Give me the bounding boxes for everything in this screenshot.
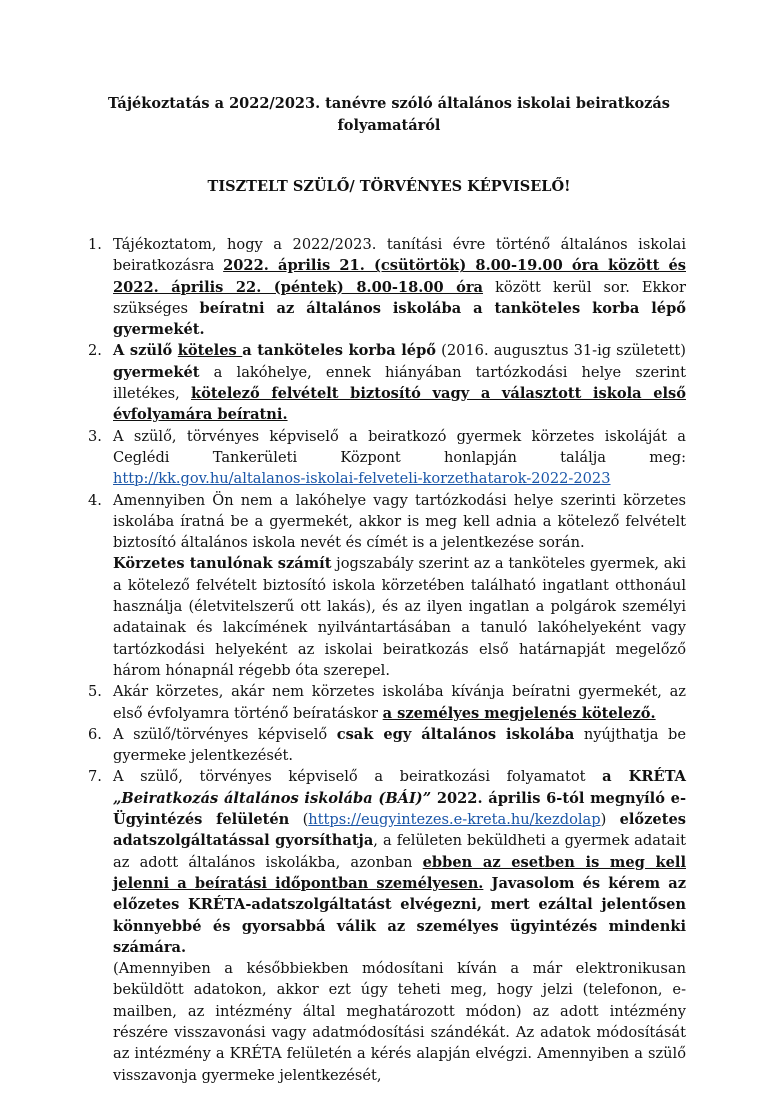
item-number: 5. <box>88 683 102 701</box>
item-number: 7. <box>88 768 102 786</box>
text-run: nyújthatja be gyermeke jelentkezését. <box>113 725 686 765</box>
underlined-bold-text: ebben az esetben is meg kell jelenni a beíratási időpontban személyesen. <box>113 853 686 892</box>
text-run: ( <box>289 811 309 829</box>
list-item-4 <box>88 490 686 682</box>
text-run: (2016. augusztus 31-ig született) <box>436 342 686 360</box>
bold-text: csak egy általános iskolába <box>336 725 575 743</box>
bold-text: 2022. április 6-tól megnyíló e-Ügyintézés felületén <box>113 789 686 829</box>
text-run: , a felületen beküldheti a gyermek adatait az adott általános iskolákba, azonban <box>113 832 686 871</box>
kreta-link[interactable]: https://eugyintezes.e-kreta.hu/kezdolap <box>308 811 601 829</box>
bold-text: előzetes adatszolgáltatással gyorsíthatja <box>113 811 686 850</box>
text-run: ) <box>600 811 620 829</box>
item-4-definition <box>113 553 686 681</box>
tankerulet-link[interactable]: http://kk.gov.hu/altalanos-iskolai-felveteli-korzethatarok-2022-2023 <box>113 470 611 488</box>
item-3-text <box>113 426 686 490</box>
item-number: 4. <box>88 491 102 509</box>
bold-text: beíratni az általános iskolába a tanköteles korba lépő gyermekét. <box>113 299 687 339</box>
item-number: 3. <box>88 427 102 445</box>
item-2-text <box>113 340 686 425</box>
list-item-5 <box>88 681 686 724</box>
list-item-2 <box>88 340 687 425</box>
list-item-6 <box>88 724 686 767</box>
list-item-7 <box>88 766 686 1085</box>
list-item-3 <box>88 426 686 490</box>
text-run: Tájékoztatom, hogy a 2022/2023. tanítási évre történő általános iskolai beiratkozásra <box>113 236 686 275</box>
item-number: 1. <box>88 236 102 253</box>
bold-text: a tanköteles korba lépő <box>242 342 437 360</box>
underlined-bold-text: köteles <box>177 342 243 360</box>
bold-text: gyermekét <box>113 363 200 381</box>
item-1-text <box>113 234 686 340</box>
salutation-heading: TISZTELT SZÜLŐ/ TÖRVÉNYES KÉPVISELŐ! <box>207 178 571 195</box>
item-4-text: Amennyiben Ön nem a lakóhelye vagy tartózkodási helye szerinti körzetes iskolába íratná be a gyermekét, akkor is meg kell adnia a kötelező felvételt biztosító általános iskola nevét és címét is a jelentkezése során. <box>113 491 686 552</box>
date-highlight: 2022. április 21. (csütörtök) 8.00-19.00 óra között és 2022. április 22. (péntek) 8.00-18.00 óra <box>113 257 686 296</box>
text-run: között kerül sor. Ekkor szükséges <box>113 278 686 317</box>
bold-text: Javasolom és kérem az előzetes KRÉTA-adatszolgáltatást elvégezni, mert ezáltal jelentősen könnyebbé és gyorsabbá válik az személyes ügyintézés mindenki számára. <box>113 874 686 956</box>
bold-text: a KRÉTA <box>602 768 686 786</box>
text-run: Akár körzetes, akár nem körzetes iskolába kívánja beíratni gyermekét, az első évfolyamra történő beíratáskor <box>113 683 686 722</box>
list-item-1 <box>88 234 687 340</box>
item-7-text <box>113 766 686 958</box>
item-7-note: (Amennyiben a későbbiekben módosítani kíván a már elektronikusan beküldött adatokon, akkor ezt úgy teheti meg, hogy jelzi (telefonon, e-mailben, az intézmény által meghatározott módon) az adott intézmény részére visszavonási vagy adatmódosítási szándékát. Az adatok módosítását az intézmény a KRÉTA felületén a kérés alapján elvégzi. Amennyiben a szülő visszavonja gyermeke jelentkezését, <box>113 960 686 1084</box>
text-run: A szülő, törvényes képviselő a beiratkozó gyermek körzetes iskoláját a Ceglédi Tankerületi Központ honlapján találja meg: <box>113 427 686 466</box>
bold-text: Körzetes tanulónak számít <box>113 555 332 573</box>
bold-italic-text: „Beiratkozás általános iskolába (BÁI)” <box>113 789 432 807</box>
item-number: 2. <box>88 342 102 360</box>
document-title: Tájékoztatás a 2022/2023. tanévre szóló általános iskolai beiratkozás folyamatáról <box>108 95 670 134</box>
item-number: 6. <box>88 725 102 743</box>
bold-text: A szülő <box>113 342 178 360</box>
item-5-text <box>113 681 686 724</box>
item-6-text <box>113 724 686 767</box>
underlined-bold-text: a személyes megjelenés kötelező. <box>382 704 656 722</box>
underlined-bold-text: kötelező felvételt biztosító vagy a választott iskola első évfolyamára beíratni. <box>113 385 687 424</box>
numbered-list <box>88 234 687 1086</box>
text-run: a lakóhelye, ennek hiányában tartózkodási helye szerint illetékes, <box>113 363 686 403</box>
text-run: A szülő, törvényes képviselő a beiratkozási folyamatot <box>113 768 603 786</box>
text-run: A szülő/törvényes képviselő <box>113 725 337 743</box>
text-run: jogszabály szerint az a tanköteles gyermek, aki a kötelező felvételt biztosító iskola körzetében található ingatlant otthonául használja (életvitelszerű ott lakás), és az ilyen ingatlan a polgárok személyi adatainak és lakcímének nyilvántartásában a tanuló lakóhelyeként vagy tartózkodási helyeként az iskolai beiratkozás első határnapját megelőző három hónapnál régebb óta szerepel. <box>113 555 686 679</box>
